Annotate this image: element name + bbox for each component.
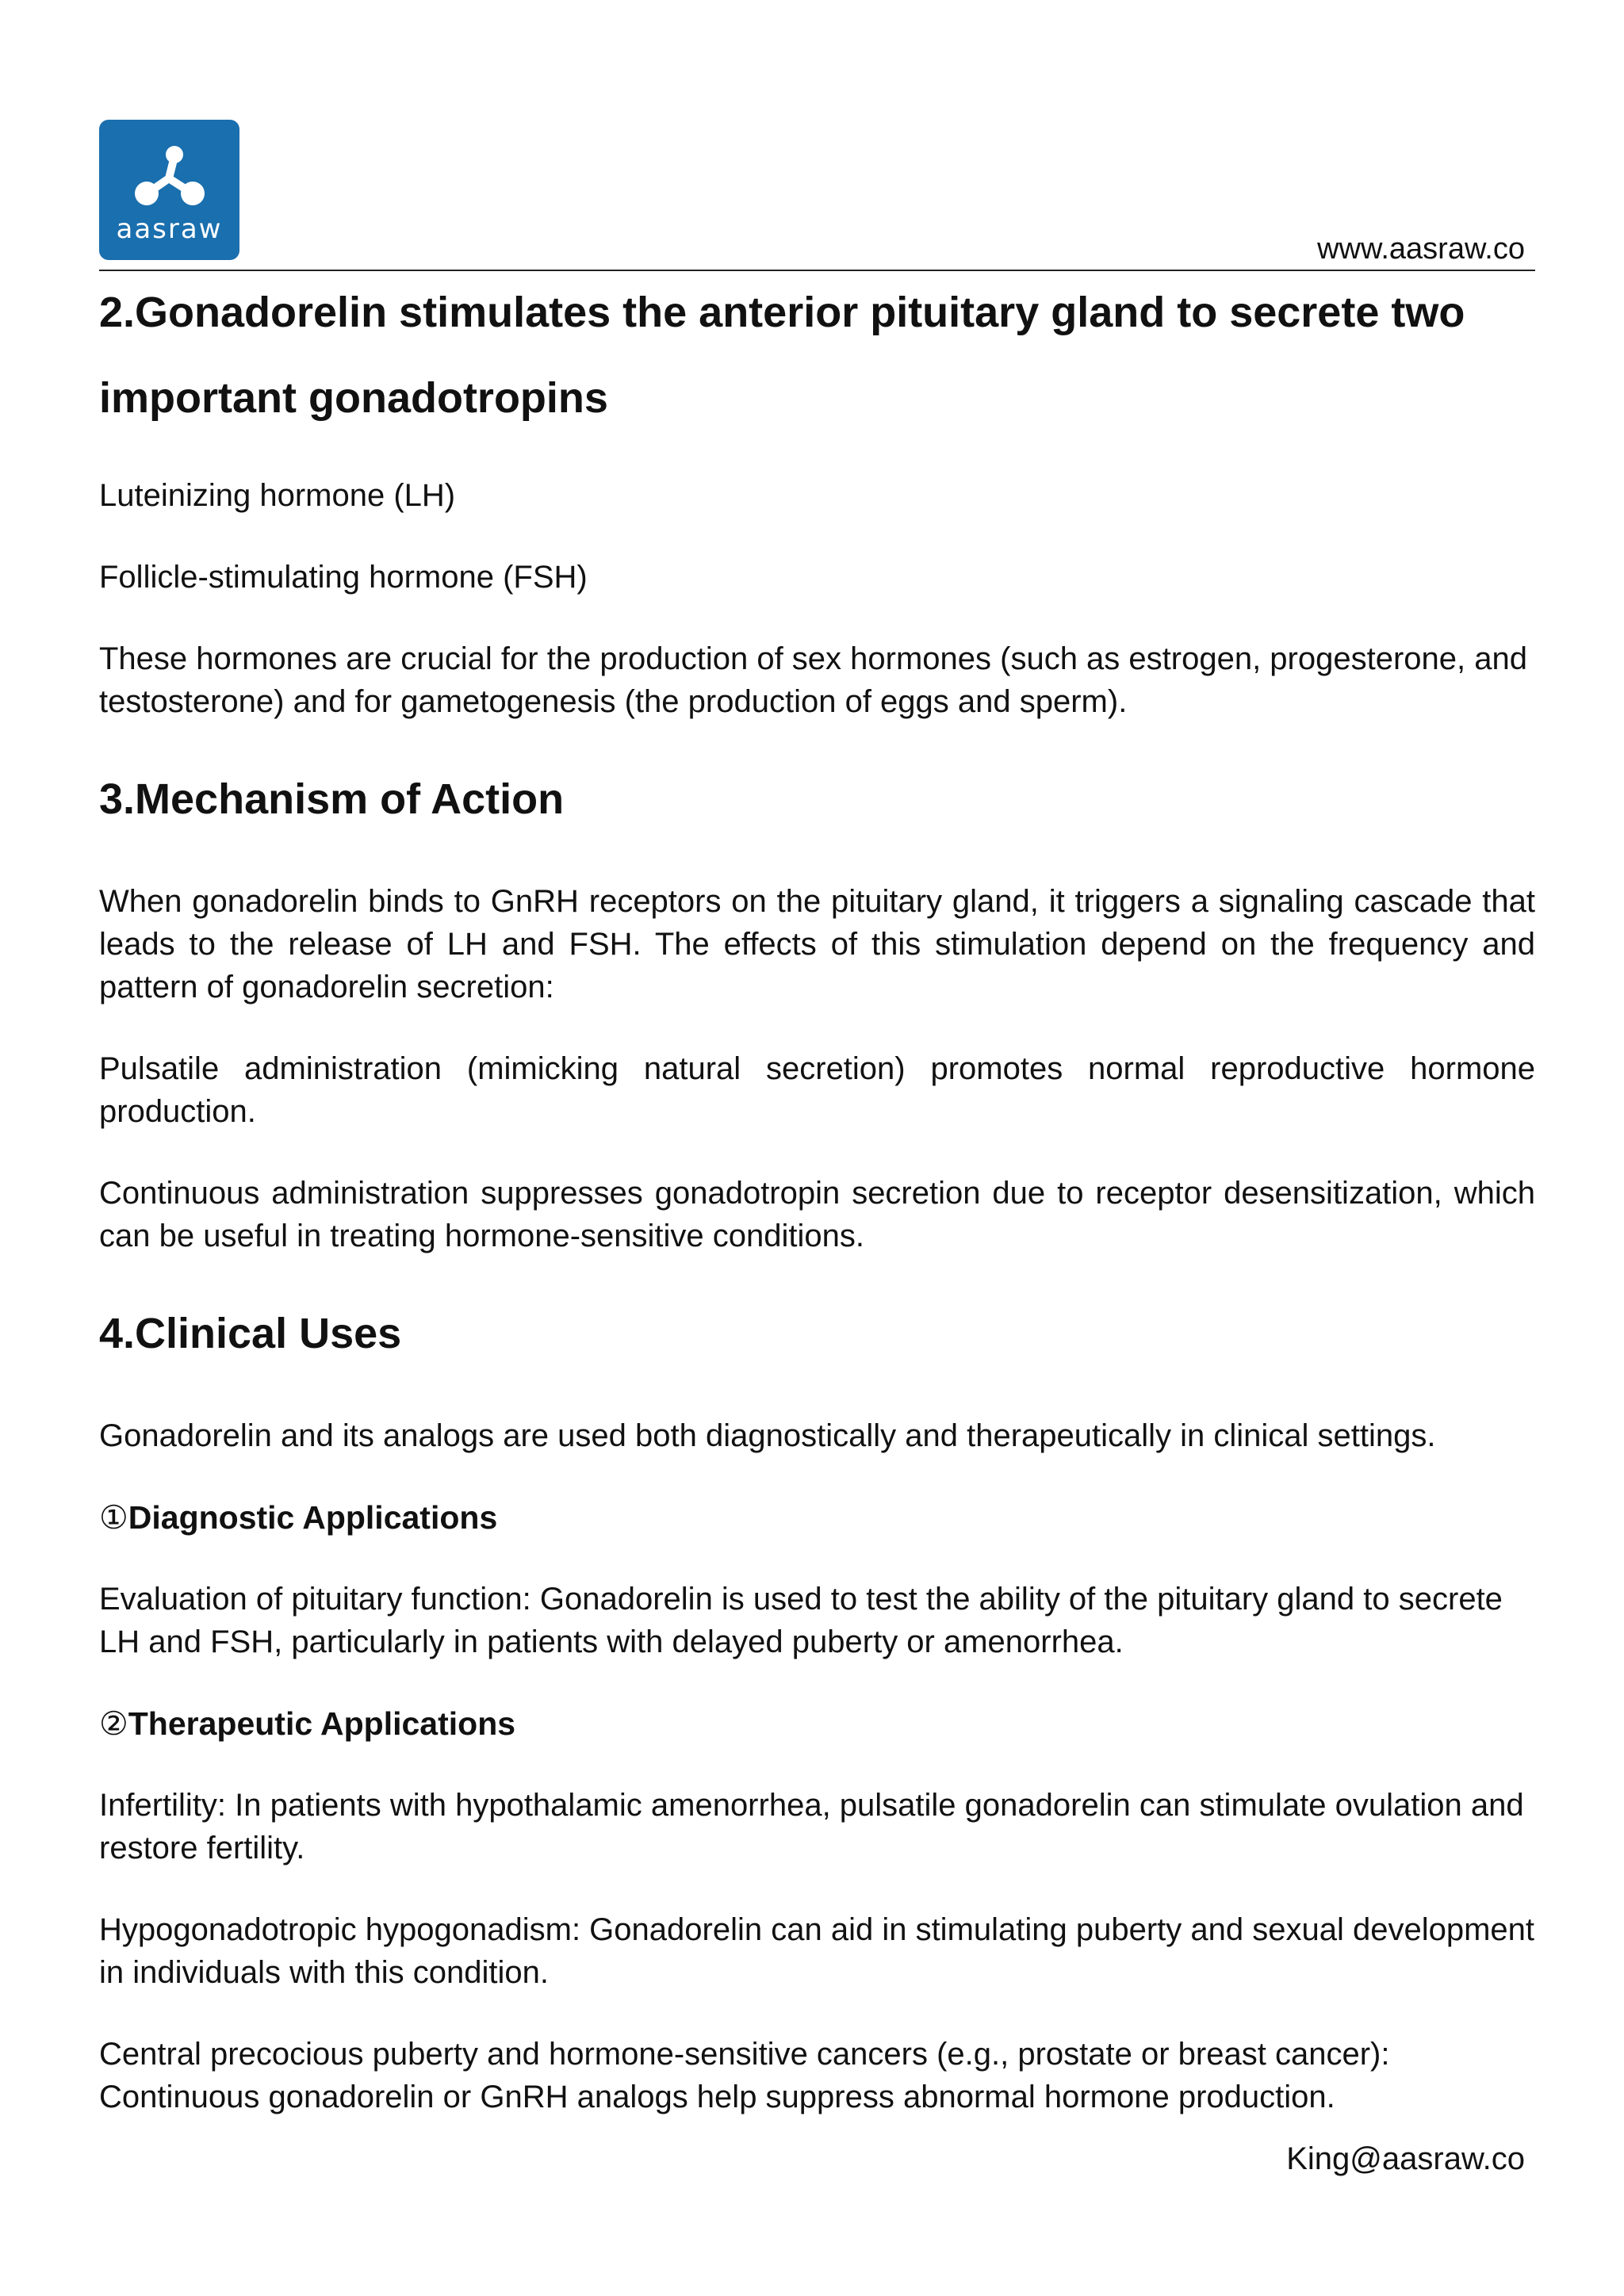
footer-email: King@aasraw.co xyxy=(1286,2141,1525,2176)
document-body xyxy=(99,270,1535,2118)
circled-number-1: ① xyxy=(99,1498,128,1536)
therapeutic-infertility: Infertility: In patients with hypothalamic amenorrhea, pulsatile gonadorelin can stimulate ovulation and restore fertility. xyxy=(99,1788,1524,1866)
section-3-paragraph-3: Continuous administration suppresses gonadotropin secretion due to receptor desensitization, which can be useful in treating hormone-sensitive conditions. xyxy=(99,1176,1535,1253)
circled-number-2: ② xyxy=(99,1705,128,1743)
section-4-intro: Gonadorelin and its analogs are used both diagnostically and therapeutically in clinical settings. xyxy=(99,1418,1436,1453)
therapeutic-applications-title: Therapeutic Applications xyxy=(128,1705,516,1742)
diagnostic-applications-title: Diagnostic Applications xyxy=(128,1499,498,1536)
section-3-heading: 3.Mechanism of Action xyxy=(99,775,565,823)
section-4-heading: 4.Clinical Uses xyxy=(99,1310,402,1357)
diagnostic-applications-heading xyxy=(99,1496,1535,1539)
diagnostic-applications-body: Evaluation of pituitary function: Gonadorelin is used to test the ability of the pituitary gland to secrete LH and FSH, particularly in patients with delayed puberty or amenorrhea. xyxy=(99,1582,1503,1659)
item-luteinizing-hormone: Luteinizing hormone (LH) xyxy=(99,478,456,513)
therapeutic-hypogonadism: Hypogonadotropic hypogonadism: Gonadorelin can aid in stimulating puberty and sexual development in individuals with this condition. xyxy=(99,1912,1535,1990)
section-2-body: These hormones are crucial for the production of sex hormones (such as estrogen, progesterone, and testosterone) and for gametogenesis (the production of eggs and sperm). xyxy=(99,641,1527,719)
section-3-paragraph-1: When gonadorelin binds to GnRH receptors on the pituitary gland, it triggers a signaling cascade that leads to the release of LH and FSH. The effects of this stimulation depend on the frequency and pattern of gonadorelin secretion: xyxy=(99,884,1535,1004)
item-follicle-stimulating-hormone: Follicle-stimulating hormone (FSH) xyxy=(99,560,588,595)
therapeutic-precocious-puberty: Central precocious puberty and hormone-sensitive cancers (e.g., prostate or breast cancer): Continuous gonadorelin or GnRH analogs help suppress abnormal hormone production. xyxy=(99,2037,1390,2114)
logo-wordmark: aasraw xyxy=(116,213,223,245)
section-2-heading xyxy=(99,270,1535,441)
section-2-heading-line2: important gonadotropins xyxy=(99,374,608,422)
section-3-paragraph-2: Pulsatile administration (mimicking natural secretion) promotes normal reproductive hormone production. xyxy=(99,1051,1535,1129)
site-url: www.aasraw.co xyxy=(1317,232,1525,266)
section-2-heading-line1: 2.Gonadorelin stimulates the anterior pituitary gland to secrete two xyxy=(99,289,1465,336)
therapeutic-applications-heading xyxy=(99,1702,1535,1745)
aasraw-logo xyxy=(99,120,239,260)
